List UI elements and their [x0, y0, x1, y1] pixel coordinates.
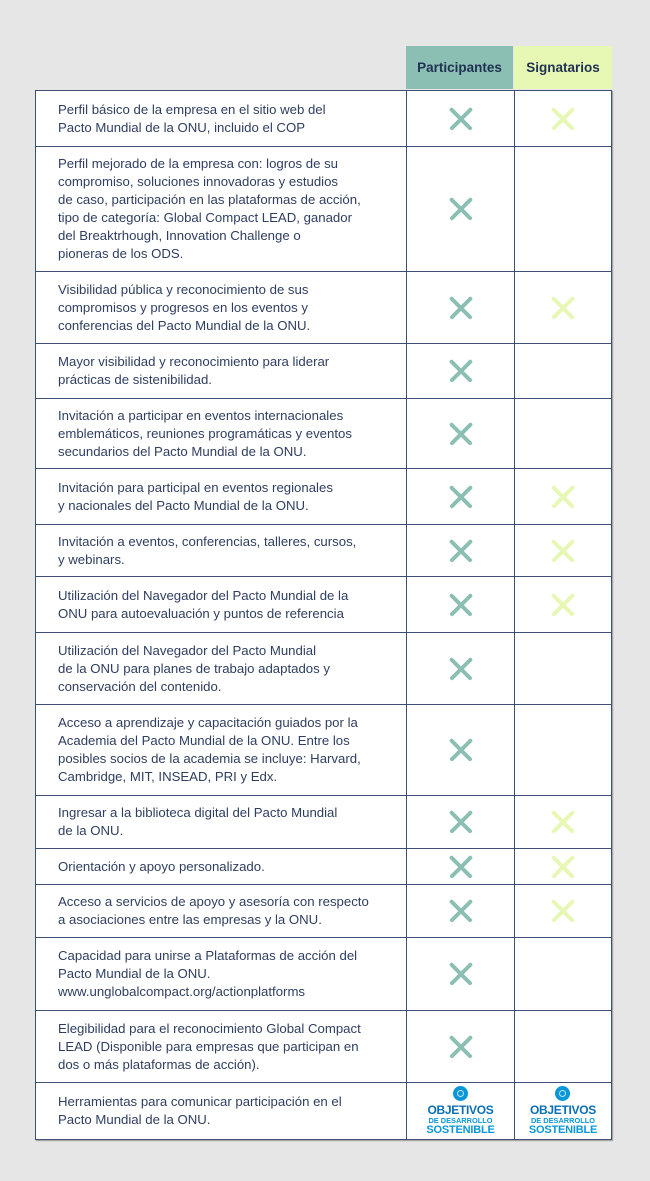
check-x-icon: [448, 961, 474, 987]
sdg-logo-line2: DE DESARROLLO: [530, 1116, 596, 1126]
benefit-text: Orientación y apoyo personalizado.: [58, 858, 265, 874]
benefit-text: Visibilidad pública y reconocimiento de sus compromisos y progresos en los eventos y conferencias del Pacto Mundial de la ONU.: [58, 281, 311, 333]
check-x-icon: [448, 592, 474, 618]
un-globe-icon: [453, 1086, 468, 1101]
check-x-icon: [448, 898, 474, 924]
signatories-cell: [514, 525, 611, 576]
participants-cell: [406, 399, 514, 468]
benefit-text: Utilización del Navegador del Pacto Mundial de la ONU para planes de trabajo adaptados y conservación del contenido.: [58, 642, 330, 694]
benefit-description: [36, 705, 406, 795]
table-row: [36, 398, 611, 468]
signatories-cell: [514, 633, 611, 704]
check-x-icon: [448, 484, 474, 510]
check-x-icon: [550, 592, 576, 618]
signatories-cell: [514, 399, 611, 468]
signatories-cell: [514, 938, 611, 1010]
table-row: [36, 91, 611, 146]
participants-cell: [406, 272, 514, 343]
un-globe-icon: [555, 1086, 570, 1101]
participants-cell: [406, 577, 514, 632]
participants-cell: [406, 633, 514, 704]
participants-cell: [406, 938, 514, 1010]
table-row: [36, 632, 611, 704]
benefit-description: [36, 344, 406, 398]
benefit-text: Perfil mejorado de la empresa con: logros de su compromiso, soluciones innovadoras y estudios de caso, participación en las plataformas de acción, tipo de categoría: Global Compact LEAD, ganador del Breaktrhough, Innovation Challenge o pioneras de los ODS.: [58, 156, 361, 261]
benefit-text: Elegibilidad para el reconocimiento Global Compact LEAD (Disponible para empresas que participan en dos o más plataformas de acción).: [58, 1020, 361, 1072]
participants-cell: [406, 796, 514, 848]
check-x-icon: [448, 538, 474, 564]
table-row: [36, 468, 611, 524]
benefit-description: [36, 849, 406, 884]
benefit-description: [36, 633, 406, 704]
header-signatories: Signatarios: [514, 46, 612, 89]
benefit-description: [36, 577, 406, 632]
check-x-icon: [448, 1034, 474, 1060]
table-row: [36, 576, 611, 632]
check-x-icon: [448, 196, 474, 222]
benefit-description: [36, 272, 406, 343]
table-row: [36, 704, 611, 795]
table-row: [36, 271, 611, 343]
check-x-icon: [448, 656, 474, 682]
benefit-description: [36, 147, 406, 271]
benefit-description: [36, 938, 406, 1010]
check-x-icon: [448, 421, 474, 447]
signatories-cell: [514, 705, 611, 795]
check-x-icon: [550, 809, 576, 835]
sdg-logo-line2: DE DESARROLLO: [428, 1116, 493, 1126]
check-x-icon: [448, 854, 474, 880]
benefit-text: Invitación para participal en eventos regionales y nacionales del Pacto Mundial de la ONU.: [58, 479, 333, 513]
sdg-logo: [529, 1086, 597, 1135]
check-x-icon: [448, 358, 474, 384]
header-participants: Participantes: [406, 46, 513, 89]
benefit-description: [36, 525, 406, 576]
check-x-icon: [550, 854, 576, 880]
benefit-description: [36, 399, 406, 468]
benefit-text: Acceso a aprendizaje y capacitación guiados por la Academia del Pacto Mundial de la ONU. Entre los posibles socios de la academia se incluye: Harvard, Cambridge, MIT, INSEAD, PRI y Edx.: [58, 715, 361, 784]
check-x-icon: [448, 737, 474, 763]
check-x-icon: [550, 538, 576, 564]
benefit-text: Perfil básico de la empresa en el sitio web del Pacto Mundial de la ONU, incluido el COP: [58, 101, 326, 135]
check-x-icon: [550, 106, 576, 132]
table-row: [36, 1010, 611, 1082]
table-row: [36, 884, 611, 937]
sdg-logo: [426, 1086, 494, 1135]
benefits-table: [35, 90, 612, 1140]
participants-cell: [406, 469, 514, 524]
check-x-icon: [550, 295, 576, 321]
sdg-logo-line3: SOSTENIBLE: [528, 1123, 598, 1136]
participants-cell: [406, 705, 514, 795]
signatories-cell: [514, 885, 611, 937]
check-x-icon: [550, 898, 576, 924]
signatories-cell: [514, 344, 611, 398]
table-row: [36, 524, 611, 576]
signatories-cell: [514, 577, 611, 632]
signatories-cell: [514, 849, 611, 884]
benefit-text: Ingresar a la biblioteca digital del Pacto Mundial de la ONU.: [58, 805, 338, 838]
participants-cell: [406, 147, 514, 271]
participants-cell: [406, 525, 514, 576]
benefit-description: [36, 469, 406, 524]
sdg-logo-line1: OBJETIVOS: [427, 1103, 494, 1118]
table-row: [36, 1082, 611, 1139]
benefit-description: [36, 1011, 406, 1082]
benefit-text: Mayor visibilidad y reconocimiento para liderar prácticas de sistenibilidad.: [58, 354, 330, 387]
benefit-description: [36, 885, 406, 937]
check-x-icon: [448, 295, 474, 321]
participants-cell: [406, 1011, 514, 1082]
benefit-text: Utilización del Navegador del Pacto Mundial de la ONU para autoevaluación y puntos de referencia: [58, 587, 349, 621]
benefit-text: Acceso a servicios de apoyo y asesoría con respecto a asociaciones entre las empresas y la ONU.: [58, 894, 369, 927]
participants-cell: [406, 1083, 514, 1139]
signatories-cell: [514, 796, 611, 848]
sdg-logo-line1: OBJETIVOS: [530, 1103, 596, 1118]
participants-cell: [406, 91, 514, 146]
participants-cell: [406, 885, 514, 937]
table-row: [36, 795, 611, 848]
check-x-icon: [550, 484, 576, 510]
benefit-description: [36, 91, 406, 146]
benefit-description: [36, 796, 406, 848]
table-row: [36, 937, 611, 1010]
check-x-icon: [448, 106, 474, 132]
signatories-cell: [514, 91, 611, 146]
benefit-text: Capacidad para unirse a Plataformas de acción del Pacto Mundial de la ONU. www.unglobalcompact.org/actionplatforms: [58, 948, 358, 999]
signatories-cell: [514, 147, 611, 271]
participants-cell: [406, 344, 514, 398]
sdg-logo-line3: SOSTENIBLE: [426, 1123, 495, 1136]
table-row: [36, 848, 611, 884]
benefit-text: Invitación a eventos, conferencias, talleres, cursos, y webinars.: [58, 533, 357, 567]
signatories-cell: [514, 1083, 611, 1139]
benefit-text: Invitación a participar en eventos internacionales emblemáticos, reuniones programáticas y eventos secundarios del Pacto Mundial de la ONU.: [58, 407, 352, 459]
signatories-cell: [514, 1011, 611, 1082]
table-row: [36, 146, 611, 271]
benefit-text: Herramientas para comunicar participación en el Pacto Mundial de la ONU.: [58, 1094, 342, 1127]
participants-cell: [406, 849, 514, 884]
check-x-icon: [448, 809, 474, 835]
signatories-cell: [514, 469, 611, 524]
table-row: [36, 343, 611, 398]
signatories-cell: [514, 272, 611, 343]
benefit-description: [36, 1083, 406, 1139]
